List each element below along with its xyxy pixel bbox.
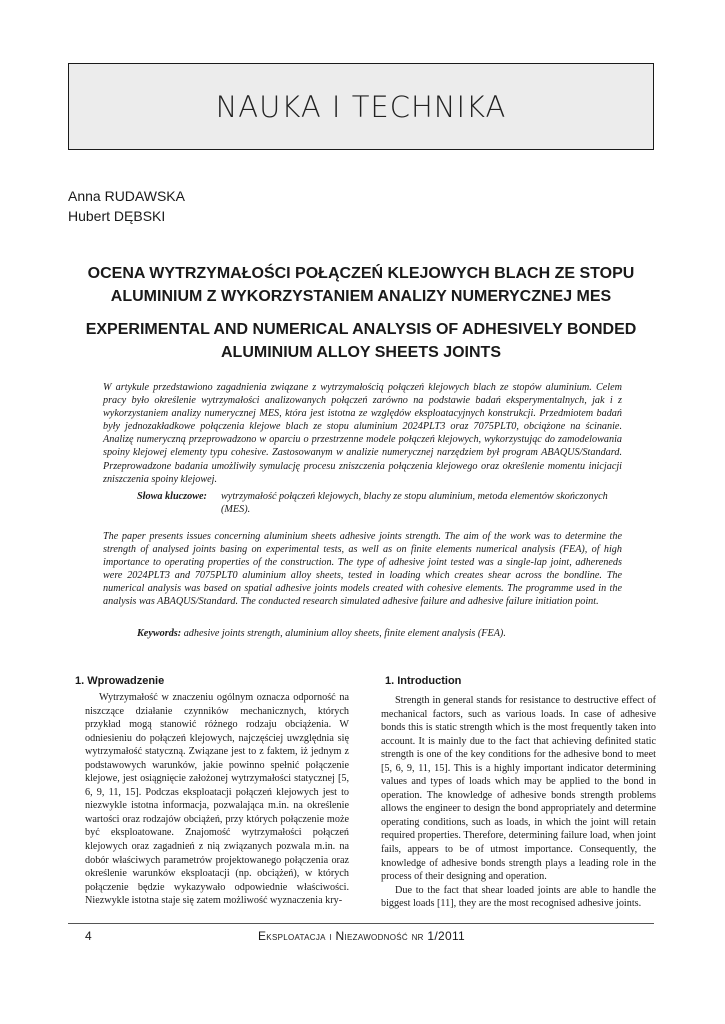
body-column-english <box>381 694 656 911</box>
keywords-text: wytrzymałość połączeń klejowych, blachy ze stopu aluminium, metoda elementów skończonych (MES). <box>221 491 608 516</box>
author-name: Anna RUDAWSKA <box>68 188 185 204</box>
body-paragraph: Wytrzymałość w znaczeniu ogólnym oznacza odporność na niszczące działanie czynników mechanicznych, których przykład mogą stanowić różnego rodzaju obciążenia. W odniesieniu do połączeń klejowych, najczęściej uwzględnia się wytrzymałość statyczną. Związane jest to z faktem, iż jednym z podstawowych warunków, jakie powinno spełnić połączenie klejowe, jest osiągnięcie założonej wytrzymałości statycznej [5, 6, 9, 11, 15]. Podczas eksploatacji połączeń klejowych jest to niezwykle istotna informacja, pozwalająca m.in. na określenie wartości oraz rodzajów obciążeń, przy których połączenie może być eksploatowane. Znajomość wytrzymałości połączeń klejowych oraz zagadnień z nią związanych pozwala m.in. na dobór właściwych parametrów projektowanego połączenia oraz określenie warunków eksploatacji (np. obciążeń), w których połączenie będzie wykazywało odpowiednie właściwości. Niezwykle istotna staje się zatem możliwość wyznaczenia kry- <box>85 692 349 907</box>
keywords-label: Keywords: <box>137 628 182 639</box>
keywords-label: Słowa kluczowe: <box>137 491 207 502</box>
section-banner <box>68 63 654 150</box>
body-paragraph: Due to the fact that shear loaded joints are able to handle the biggest loads [11], they are the most recognised adhesive joints. <box>381 884 656 910</box>
article-title-polish: OCENA WYTRZYMAŁOŚCI POŁĄCZEŃ KLEJOWYCH BLACH ZE STOPU ALUMINIUM Z WYKORZYSTANIEM ANALIZY NUMERYCZNEJ MES <box>87 265 635 305</box>
body-paragraph: Strength in general stands for resistance to destructive effect of mechanical factors, such as various loads. In case of adhesive bonds this is static strength which is the most frequently taken into account. It is mainly due to the fact that achieving definited static strength is one of the key conditions for the adhesive bond to meet [5, 6, 9, 11, 15]. This is a highly important indicator determining values and types of loads which may be applied to the bond in operation. The knowledge of adhesive bonds strength problems allows the engineer to design the bond appropriately and determine operating conditions, such as loads, in which the joint will retain required properties. Therefore, determining failure load, when joint fails, appears to be of utmost importance. Consequently, the knowledge of adhesive bonds strength plays a leading role in the process of their designing and operation. <box>381 695 656 883</box>
body-column-polish <box>85 691 349 908</box>
section-banner-title: NAUKA I TECHNIKA <box>215 89 507 124</box>
page-number: 4 <box>85 929 92 943</box>
article-title-english: EXPERIMENTAL AND NUMERICAL ANALYSIS OF ADHESIVELY BONDED ALUMINIUM ALLOY SHEETS JOINTS <box>85 321 637 361</box>
section-heading-polish: 1. Wprowadzenie <box>75 675 165 687</box>
journal-name: Eksploatacja i Niezawodność nr 1/2011 <box>258 929 466 943</box>
footer-divider <box>68 923 654 924</box>
keywords-english <box>137 627 617 640</box>
author-list <box>68 186 185 226</box>
abstract-polish: W artykule przedstawiono zagadnienia związane z wytrzymałością połączeń klejowych blach ze stopów aluminium. Celem pracy było określenie wytrzymałości analizowanych połączeń zarówno na podstawie badań eksperymentalnych, jak i z wykorzystaniem analizy numerycznej MES, która jest istotna ze względów eksploatacyjnych konstrukcji. Przedmiotem badań były jednozakładkowe połączenia klejowe blach ze stopu aluminium 2024PLT3 oraz 7075PLT0, obciążone na ścinanie. Analizę numeryczną przeprowadzono w oparciu o przestrzenne modele połączeń klejowych, wykorzystując do zamodelowania spoiny klejowej elementy typu cohesive. Zastosowanym w analizie numerycznej narzędziem był program ABAQUS/Standard. Przeprowadzone badania umożliwiły symulację procesu zniszczenia połączenia klejowego oraz określenie momentu inicjacji zniszczenia spoiny klejowej. <box>103 382 622 485</box>
author-name: Hubert DĘBSKI <box>68 208 166 224</box>
abstract-english: The paper presents issues concerning aluminium sheets adhesive joints strength. The aim of the work was to determine the strength of analysed joints basing on experimental tests, as well as on finite elements numerical analysis (FEA), of high importance to operating properties of the construction. The type of adhesive joint tested was a single-lap joint, adhereneds were 2024PLT3 and 7075PLT0 aluminium alloy sheets, tested in loading which creates shear across the bondline. The numerical analysis was based on spatial adhesive joints models created with cohesive elements. The programme used in the analysis was ABAQUS/Standard. The conducted research simulated adhesive failure and adhesive failure initiation point. <box>103 531 622 608</box>
keywords-text: adhesive joints strength, aluminium alloy sheets, finite element analysis (FEA). <box>183 628 506 639</box>
section-heading-english: 1. Introduction <box>385 675 462 687</box>
